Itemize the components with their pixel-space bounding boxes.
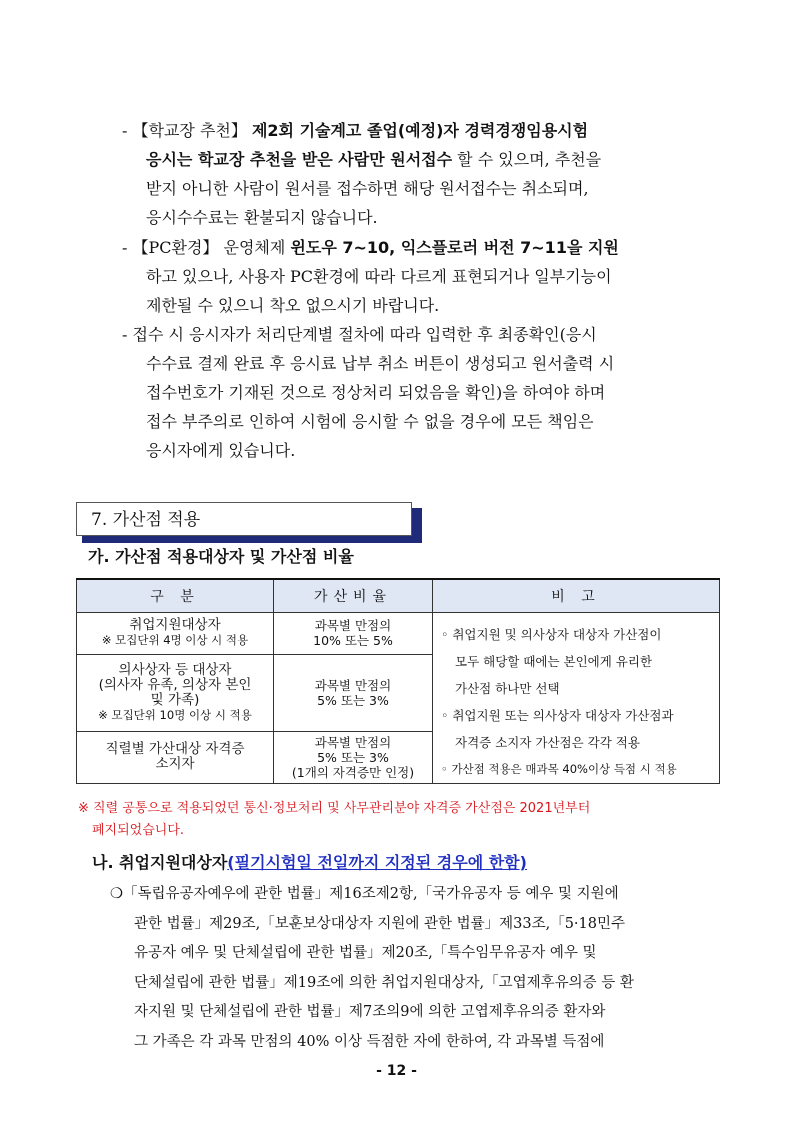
cell-text: 의사상자 등 대상자 xyxy=(118,661,232,678)
subheading-employment-support xyxy=(92,850,527,873)
cell-text: 5% 또는 3% xyxy=(317,692,389,708)
table-header-row xyxy=(77,579,720,613)
bullet-text: 응시수수료는 환불되지 않습니다. xyxy=(146,208,378,227)
remark-line: 자격증 소지자 가산점은 각각 적용 xyxy=(455,735,640,750)
bullet-pc-environment xyxy=(122,233,722,320)
remark-line: ◦ 취업지원 또는 의사상자 대상자 가산점과 xyxy=(441,708,674,723)
bullet-text: 접수번호가 기재된 것으로 정상처리 되었음을 확인)을 하여야 하며 xyxy=(146,383,606,402)
section-title: 7. 가산점 적용 xyxy=(76,502,412,536)
subheading-bonus-ratio: 가. 가산점 적용대상자 및 가산점 비율 xyxy=(88,547,354,566)
notice-line: 폐지되었습니다. xyxy=(92,823,185,838)
paragraph-line: 단체설립에 관한 법률」제19조에 의한 취업지원대상자,「고엽제후유의증 등 환 xyxy=(134,974,634,991)
cell-text: 5% 또는 3% xyxy=(317,749,389,765)
cell-text: 과목별 만점의 xyxy=(314,677,392,693)
cell-text: 직렬별 가산대상 자격증 xyxy=(105,741,245,758)
bullet-text: 접수 부주의로 인하여 시험에 응시할 수 없을 경우에 모든 책임은 xyxy=(146,412,594,431)
bullet-submission-notice xyxy=(122,320,722,465)
bullet-text: 응시자에게 있습니다. xyxy=(146,441,296,460)
cell-note: ※ 모집단위 4명 이상 시 적용 xyxy=(101,633,249,648)
cell-text: (1개의 자격증만 인정) xyxy=(291,764,415,780)
bold-text: 제2회 기술계고 졸업(예정)자 경력경쟁임용시험 xyxy=(251,121,589,140)
table-header-rate: 가산비율 xyxy=(274,579,433,613)
table-header-remarks: 비 고 xyxy=(433,579,720,613)
cell-text: 취업지원대상자 xyxy=(129,617,221,634)
remark-line: 모두 해당할 때에는 본인에게 유리한 xyxy=(455,654,653,669)
bullet-text: - 【학교장 추천】 xyxy=(122,121,252,140)
remarks-cell xyxy=(433,613,720,784)
bold-text: 응시는 학교장 추천을 받은 사람만 원서접수 xyxy=(146,150,453,169)
subheading-text: 나. 취업지원대상자 xyxy=(92,853,228,872)
subheading-condition: (필기시험일 전일까지 지정된 경우에 한함) xyxy=(227,853,527,872)
bonus-points-table xyxy=(76,578,720,784)
remark-line: ◦ 가산점 적용은 매과목 40%이상 득점 시 적용 xyxy=(441,762,677,776)
bullet-school-recommendation xyxy=(122,116,722,232)
remark-line: ◦ 취업지원 및 의사상자 대상자 가산점이 xyxy=(441,627,662,642)
paragraph-line: ❍「독립유공자예우에 관한 법률」제16조제2항,「국가유공자 등 예우 및 지원에 xyxy=(110,886,619,902)
bullet-text: - 【PC환경】 운영체제 xyxy=(122,238,291,257)
bullet-text: 제한될 수 있으니 착오 없으시기 바랍니다. xyxy=(146,296,440,315)
notice-line: ※ 직렬 공통으로 적용되었던 통신·정보처리 및 사무관리분야 자격증 가산점은 2021년부터 xyxy=(78,801,591,816)
bullet-text: 받지 아니한 사람이 원서를 접수하면 해당 원서접수는 취소되며, xyxy=(146,179,589,198)
employment-support-paragraph xyxy=(110,880,722,1057)
paragraph-line: 유공자 예우 및 단체설립에 관한 법률」제20조,「특수임무유공자 예우 및 xyxy=(134,945,597,961)
cell-note: ※ 모집단위 10명 이상 시 적용 xyxy=(98,707,252,722)
abolished-notice xyxy=(78,798,728,842)
remark-line: 가산점 하나만 선택 xyxy=(455,681,560,696)
paragraph-line: 그 가족은 각 과목 만점의 40% 이상 득점한 자에 한하여, 각 과목별 득점에 xyxy=(134,1033,605,1050)
cell-text: 및 가족) xyxy=(150,691,200,708)
cell-text: (의사자 유족, 의상자 본인 xyxy=(98,676,252,693)
paragraph-line: 자지원 및 단체설립에 관한 법률」제7조의9에 의한 고엽제후유의증 환자와 xyxy=(134,1004,606,1020)
cell-text: 과목별 만점의 xyxy=(314,618,392,634)
bullet-text: 할 수 있으며, 추천을 xyxy=(452,150,602,169)
bullet-text: - 접수 시 응시자가 처리단계별 절차에 따라 입력한 후 최종확인(응시 xyxy=(122,325,597,344)
table-row xyxy=(77,613,720,655)
bullet-text: 하고 있으나, 사용자 PC환경에 따라 다르게 표현되거나 일부기능이 xyxy=(146,267,612,286)
cell-text: 과목별 만점의 xyxy=(314,734,392,750)
bullet-text: 수수료 결제 완료 후 응시료 납부 취소 버튼이 생성되고 원서출력 시 xyxy=(146,354,615,373)
page-number: - 12 - xyxy=(376,1063,417,1079)
paragraph-line: 관한 법률」제29조,「보훈보상대상자 지원에 관한 법률」제33조,「5·18민주 xyxy=(134,915,626,932)
bold-text: 윈도우 7~10, 익스플로러 버전 7~11을 지원 xyxy=(290,238,619,257)
cell-text: 10% 또는 5% xyxy=(313,633,393,649)
table-header-category: 구 분 xyxy=(77,579,274,613)
cell-text: 소지자 xyxy=(155,756,195,773)
